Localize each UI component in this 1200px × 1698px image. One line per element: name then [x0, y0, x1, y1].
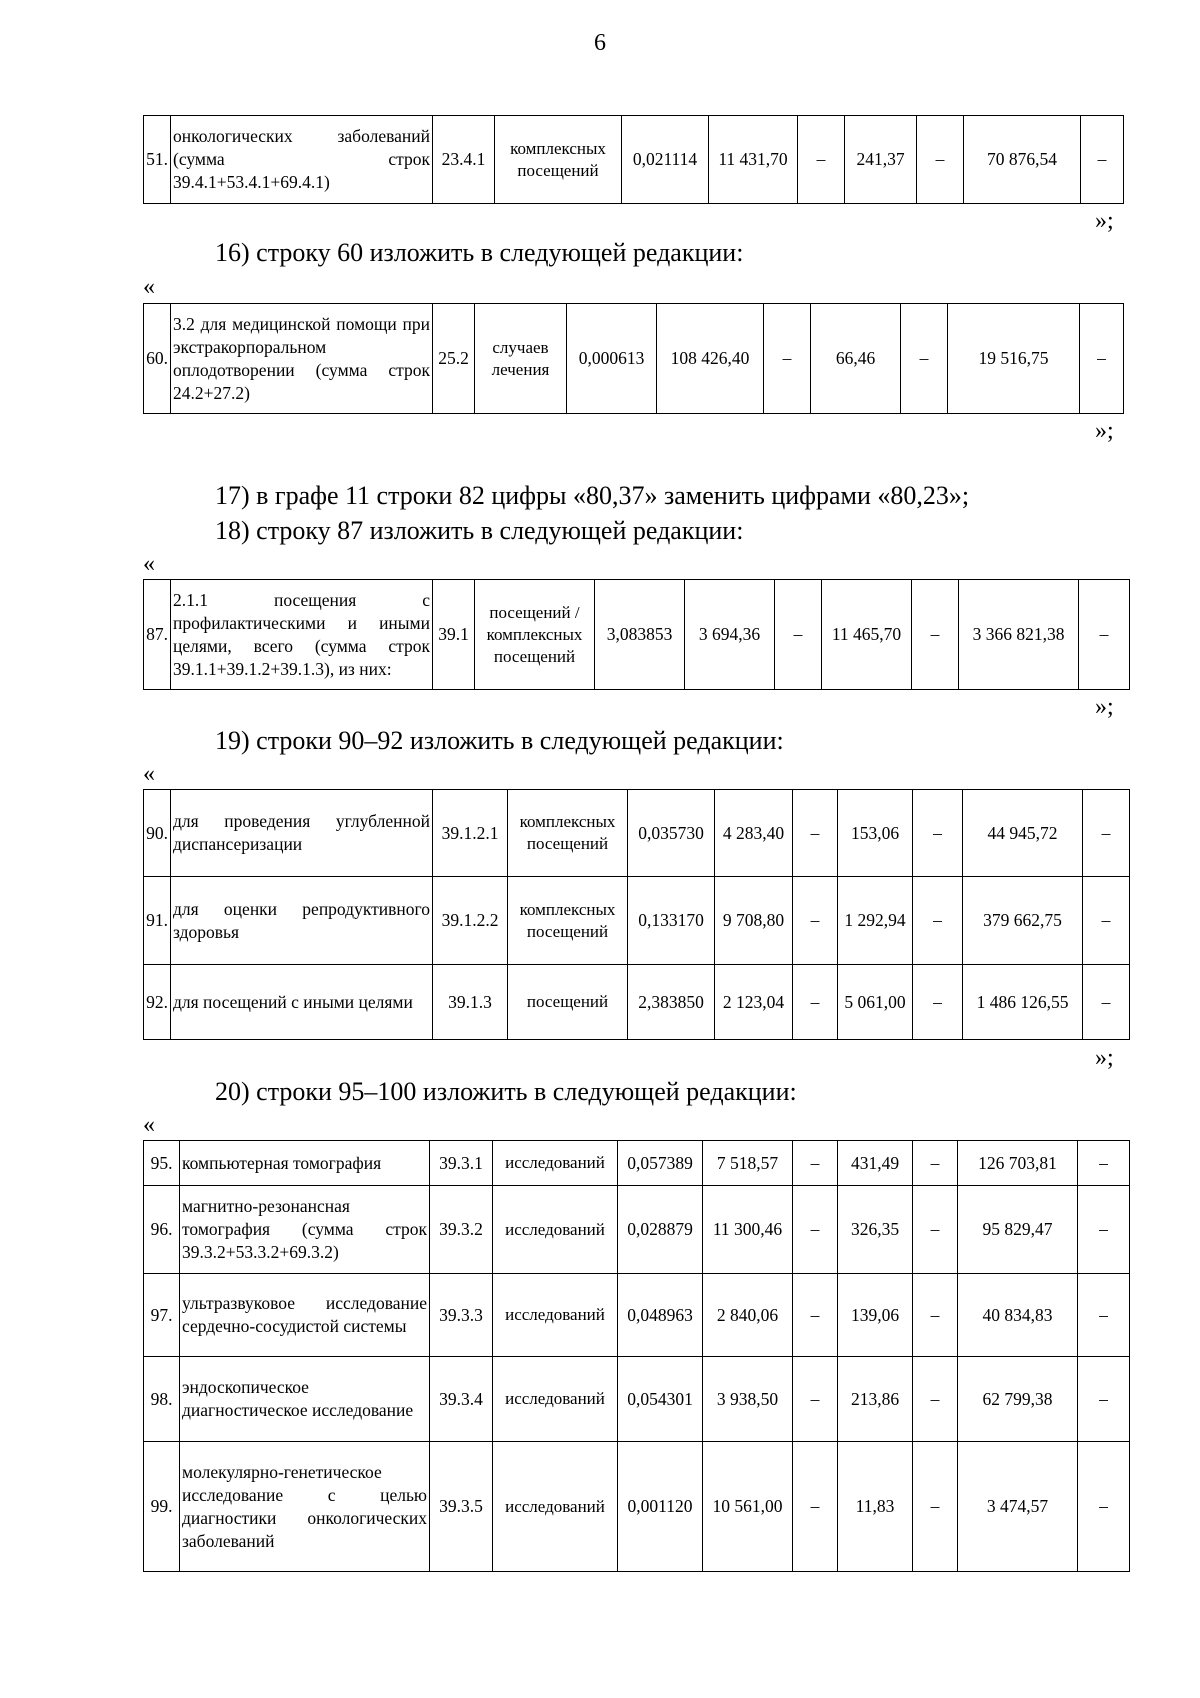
row-norm: 0,048963	[618, 1274, 703, 1357]
table-row-51	[143, 115, 1124, 204]
row-number: 60.	[144, 304, 171, 414]
item-19-title: 19) строки 90–92 изложить в следующей редакции:	[215, 726, 784, 755]
table-row	[144, 116, 1124, 204]
row-dash: –	[1078, 1141, 1130, 1186]
row-total: 1 486 126,55	[963, 965, 1083, 1040]
row-dash: –	[1078, 1357, 1130, 1442]
row-dash: –	[775, 580, 822, 690]
item-18-title: 18) строку 87 изложить в следующей редакции:	[215, 516, 744, 545]
row-dash: –	[793, 790, 838, 877]
table-row	[144, 790, 1130, 877]
row-code: 25.2	[433, 304, 475, 414]
row-total: 95 829,47	[958, 1186, 1078, 1274]
row-dash: –	[1081, 116, 1124, 204]
row-norm: 0,035730	[628, 790, 715, 877]
row-total: 62 799,38	[958, 1357, 1078, 1442]
row-number: 90.	[144, 790, 171, 877]
row-dash: –	[913, 1186, 958, 1274]
row-code: 39.3.2	[430, 1186, 493, 1274]
row-number: 91.	[144, 877, 171, 965]
row-dash: –	[913, 790, 963, 877]
row-number: 96.	[144, 1186, 180, 1274]
quote-close: »;	[1095, 1045, 1114, 1071]
row-code: 23.4.1	[433, 116, 495, 204]
table-row	[144, 1141, 1130, 1186]
table-row-87	[143, 579, 1130, 690]
quote-close: »;	[1095, 694, 1114, 720]
row-dash: –	[913, 1274, 958, 1357]
row-cost: 3 694,36	[685, 580, 775, 690]
row-description: онкологических заболеваний (сумма строк 39.4.1+53.4.1+69.4.1)	[171, 116, 433, 204]
quote-close: »;	[1095, 208, 1114, 234]
row-number: 51.	[144, 116, 171, 204]
row-number: 98.	[144, 1357, 180, 1442]
row-dash: –	[793, 1186, 838, 1274]
row-code: 39.3.1	[430, 1141, 493, 1186]
row-cost: 11 431,70	[709, 116, 798, 204]
row-description: ультразвуковое исследование сердечно-сосудистой системы	[180, 1274, 430, 1357]
row-code: 39.3.4	[430, 1357, 493, 1442]
row-per-capita: 66,46	[811, 304, 901, 414]
row-cost: 3 938,50	[703, 1357, 793, 1442]
row-dash: –	[901, 304, 948, 414]
quote-close: »;	[1095, 418, 1114, 444]
row-per-capita: 153,06	[838, 790, 913, 877]
row-per-capita: 11,83	[838, 1442, 913, 1572]
row-dash: –	[793, 1442, 838, 1572]
row-cost: 9 708,80	[715, 877, 793, 965]
row-norm: 3,083853	[595, 580, 685, 690]
row-description: магнитно-резонансная томография (сумма строк 39.3.2+53.3.2+69.3.2)	[180, 1186, 430, 1274]
row-unit: посещений / комплексных посещений	[475, 580, 595, 690]
row-description: эндоскопическое диагностическое исследование	[180, 1357, 430, 1442]
row-dash: –	[1079, 580, 1130, 690]
row-per-capita: 1 292,94	[838, 877, 913, 965]
row-number: 97.	[144, 1274, 180, 1357]
row-norm: 0,133170	[628, 877, 715, 965]
row-dash: –	[793, 1141, 838, 1186]
table-row	[144, 1274, 1130, 1357]
row-number: 95.	[144, 1141, 180, 1186]
row-code: 39.1.2.1	[433, 790, 508, 877]
row-cost: 108 426,40	[657, 304, 764, 414]
row-number: 87.	[144, 580, 171, 690]
row-dash: –	[1083, 790, 1130, 877]
row-dash: –	[917, 116, 964, 204]
item-17-title: 17) в графе 11 строки 82 цифры «80,37» заменить цифрами «80,23»;	[215, 481, 970, 510]
table-rows-95-100	[143, 1140, 1130, 1572]
row-norm: 0,028879	[618, 1186, 703, 1274]
table-row-60	[143, 303, 1124, 414]
row-cost: 2 840,06	[703, 1274, 793, 1357]
row-description: для проведения углубленной диспансеризации	[171, 790, 433, 877]
row-per-capita: 5 061,00	[838, 965, 913, 1040]
table-row	[144, 965, 1130, 1040]
row-dash: –	[1078, 1442, 1130, 1572]
row-unit: случаев лечения	[475, 304, 567, 414]
row-per-capita: 326,35	[838, 1186, 913, 1274]
row-per-capita: 241,37	[845, 116, 917, 204]
row-code: 39.3.3	[430, 1274, 493, 1357]
row-dash: –	[764, 304, 811, 414]
row-norm: 0,057389	[618, 1141, 703, 1186]
row-code: 39.3.5	[430, 1442, 493, 1572]
row-cost: 2 123,04	[715, 965, 793, 1040]
table-rows-90-92	[143, 789, 1130, 1040]
row-unit: комплексных посещений	[495, 116, 622, 204]
row-norm: 0,001120	[618, 1442, 703, 1572]
row-cost: 11 300,46	[703, 1186, 793, 1274]
row-total: 44 945,72	[963, 790, 1083, 877]
row-dash: –	[912, 580, 959, 690]
row-code: 39.1.2.2	[433, 877, 508, 965]
row-dash: –	[1080, 304, 1124, 414]
table-row	[144, 1442, 1130, 1572]
item-16-title: 16) строку 60 изложить в следующей редакции:	[215, 238, 744, 267]
row-description: 3.2 для медицинской помощи при экстракорпоральном оплодотворении (сумма строк 24.2+27.2)	[171, 304, 433, 414]
row-number: 92.	[144, 965, 171, 1040]
row-dash: –	[1083, 965, 1130, 1040]
item-20-title: 20) строки 95–100 изложить в следующей редакции:	[215, 1077, 797, 1106]
table-row	[144, 580, 1130, 690]
row-norm: 0,054301	[618, 1357, 703, 1442]
row-dash: –	[793, 1357, 838, 1442]
row-total: 126 703,81	[958, 1141, 1078, 1186]
row-unit: комплексных посещений	[508, 790, 628, 877]
row-unit: исследований	[493, 1274, 618, 1357]
row-dash: –	[1078, 1186, 1130, 1274]
row-description: 2.1.1 посещения с профилактическими и иными целями, всего (сумма строк 39.1.1+39.1.2+39.1.3), из них:	[171, 580, 433, 690]
table-row	[144, 1357, 1130, 1442]
row-code: 39.1	[433, 580, 475, 690]
table-row	[144, 304, 1124, 414]
row-unit: исследований	[493, 1357, 618, 1442]
row-dash: –	[913, 1442, 958, 1572]
row-cost: 7 518,57	[703, 1141, 793, 1186]
row-code: 39.1.3	[433, 965, 508, 1040]
row-unit: посещений	[508, 965, 628, 1040]
row-dash: –	[913, 965, 963, 1040]
row-per-capita: 431,49	[838, 1141, 913, 1186]
row-unit: исследований	[493, 1442, 618, 1572]
quote-open: «	[143, 761, 155, 787]
row-total: 19 516,75	[948, 304, 1080, 414]
row-dash: –	[1083, 877, 1130, 965]
quote-open: «	[143, 551, 155, 577]
row-cost: 4 283,40	[715, 790, 793, 877]
row-number: 99.	[144, 1442, 180, 1572]
row-dash: –	[798, 116, 845, 204]
row-dash: –	[1078, 1274, 1130, 1357]
row-description: компьютерная томография	[180, 1141, 430, 1186]
row-total: 3 366 821,38	[959, 580, 1079, 690]
row-unit: исследований	[493, 1186, 618, 1274]
row-description: для оценки репродуктивного здоровья	[171, 877, 433, 965]
row-norm: 2,383850	[628, 965, 715, 1040]
row-dash: –	[793, 965, 838, 1040]
row-per-capita: 213,86	[838, 1357, 913, 1442]
row-per-capita: 11 465,70	[822, 580, 912, 690]
quote-open: «	[143, 1112, 155, 1138]
row-dash: –	[913, 877, 963, 965]
row-dash: –	[793, 1274, 838, 1357]
row-norm: 0,021114	[622, 116, 709, 204]
page-number: 6	[594, 30, 606, 56]
row-dash: –	[913, 1357, 958, 1442]
row-total: 379 662,75	[963, 877, 1083, 965]
row-total: 3 474,57	[958, 1442, 1078, 1572]
row-unit: исследований	[493, 1141, 618, 1186]
row-total: 70 876,54	[964, 116, 1081, 204]
row-description: для посещений с иными целями	[171, 965, 433, 1040]
row-unit: комплексных посещений	[508, 877, 628, 965]
row-description: молекулярно-генетическое исследование с целью диагностики онкологических заболеваний	[180, 1442, 430, 1572]
table-row	[144, 877, 1130, 965]
row-dash: –	[913, 1141, 958, 1186]
row-total: 40 834,83	[958, 1274, 1078, 1357]
row-dash: –	[793, 877, 838, 965]
table-row	[144, 1186, 1130, 1274]
row-norm: 0,000613	[567, 304, 657, 414]
row-per-capita: 139,06	[838, 1274, 913, 1357]
quote-open: «	[143, 274, 155, 300]
row-cost: 10 561,00	[703, 1442, 793, 1572]
